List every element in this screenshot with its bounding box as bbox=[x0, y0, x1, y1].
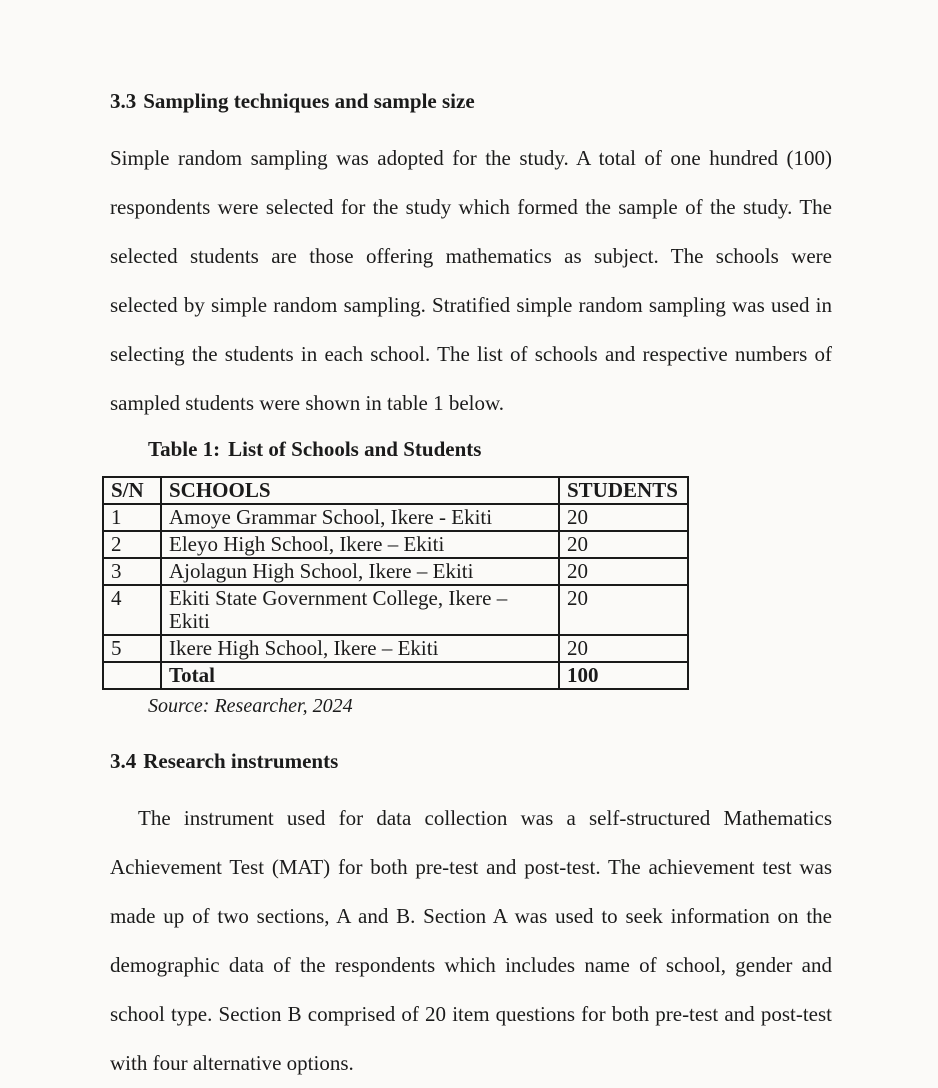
schools-table bbox=[102, 476, 689, 690]
cell-school: Ikere High School, Ikere – Ekiti bbox=[161, 635, 559, 662]
cell-students: 20 bbox=[559, 504, 688, 531]
cell-school: Ekiti State Government College, Ikere – Ekiti bbox=[161, 585, 559, 635]
paragraph-instruments: The instrument used for data collection was a self-structured Mathematics Achievement Test (MAT) for both pre-test and post-test. The achievement test was made up of two sections, A and B. Section A was used to seek information on the demographic data of the respondents which includes name of school, gender and school type. Section B comprised of 20 item questions for both pre-test and post-test with four alternative options. bbox=[110, 806, 832, 1075]
section-heading-3-3 bbox=[110, 86, 832, 116]
column-header-schools: SCHOOLS bbox=[161, 477, 559, 504]
table-total-row bbox=[103, 662, 688, 689]
section-heading-3-4 bbox=[110, 746, 832, 776]
table-row bbox=[103, 635, 688, 662]
table-row bbox=[103, 558, 688, 585]
table-row bbox=[103, 585, 688, 635]
cell-students: 20 bbox=[559, 585, 688, 635]
paragraph-sampling: Simple random sampling was adopted for the study. A total of one hundred (100) respondents were selected for the study which formed the sample of the study. The selected students are those offering mathematics as subject. The schools were selected by simple random sampling. Stratified simple random sampling was used in selecting the students in each school. The list of schools and respective numbers of sampled students were shown in table 1 below. bbox=[110, 146, 832, 415]
cell-school: Amoye Grammar School, Ikere - Ekiti bbox=[161, 504, 559, 531]
table-source-note: Source: Researcher, 2024 bbox=[148, 695, 353, 717]
section-number: 3.4 bbox=[110, 749, 137, 773]
cell-school: Eleyo High School, Ikere – Ekiti bbox=[161, 531, 559, 558]
table-row bbox=[103, 531, 688, 558]
column-header-students: STUDENTS bbox=[559, 477, 688, 504]
cell-total-label: Total bbox=[161, 662, 559, 689]
cell-sn: 2 bbox=[103, 531, 161, 558]
cell-students: 20 bbox=[559, 635, 688, 662]
table-caption-title: List of Schools and Students bbox=[228, 437, 482, 461]
table-row bbox=[103, 504, 688, 531]
table-header-row bbox=[103, 477, 688, 504]
cell-sn: 3 bbox=[103, 558, 161, 585]
cell-sn: 1 bbox=[103, 504, 161, 531]
section-number: 3.3 bbox=[110, 89, 137, 113]
cell-sn-empty bbox=[103, 662, 161, 689]
cell-students: 20 bbox=[559, 531, 688, 558]
column-header-sn: S/N bbox=[103, 477, 161, 504]
cell-students: 20 bbox=[559, 558, 688, 585]
cell-sn: 4 bbox=[103, 585, 161, 635]
table-caption-label: Table 1: bbox=[148, 437, 221, 461]
table-caption bbox=[148, 434, 832, 464]
section-title: Research instruments bbox=[143, 749, 339, 773]
cell-school: Ajolagun High School, Ikere – Ekiti bbox=[161, 558, 559, 585]
section-title: Sampling techniques and sample size bbox=[143, 89, 475, 113]
cell-total-value: 100 bbox=[559, 662, 688, 689]
cell-sn: 5 bbox=[103, 635, 161, 662]
